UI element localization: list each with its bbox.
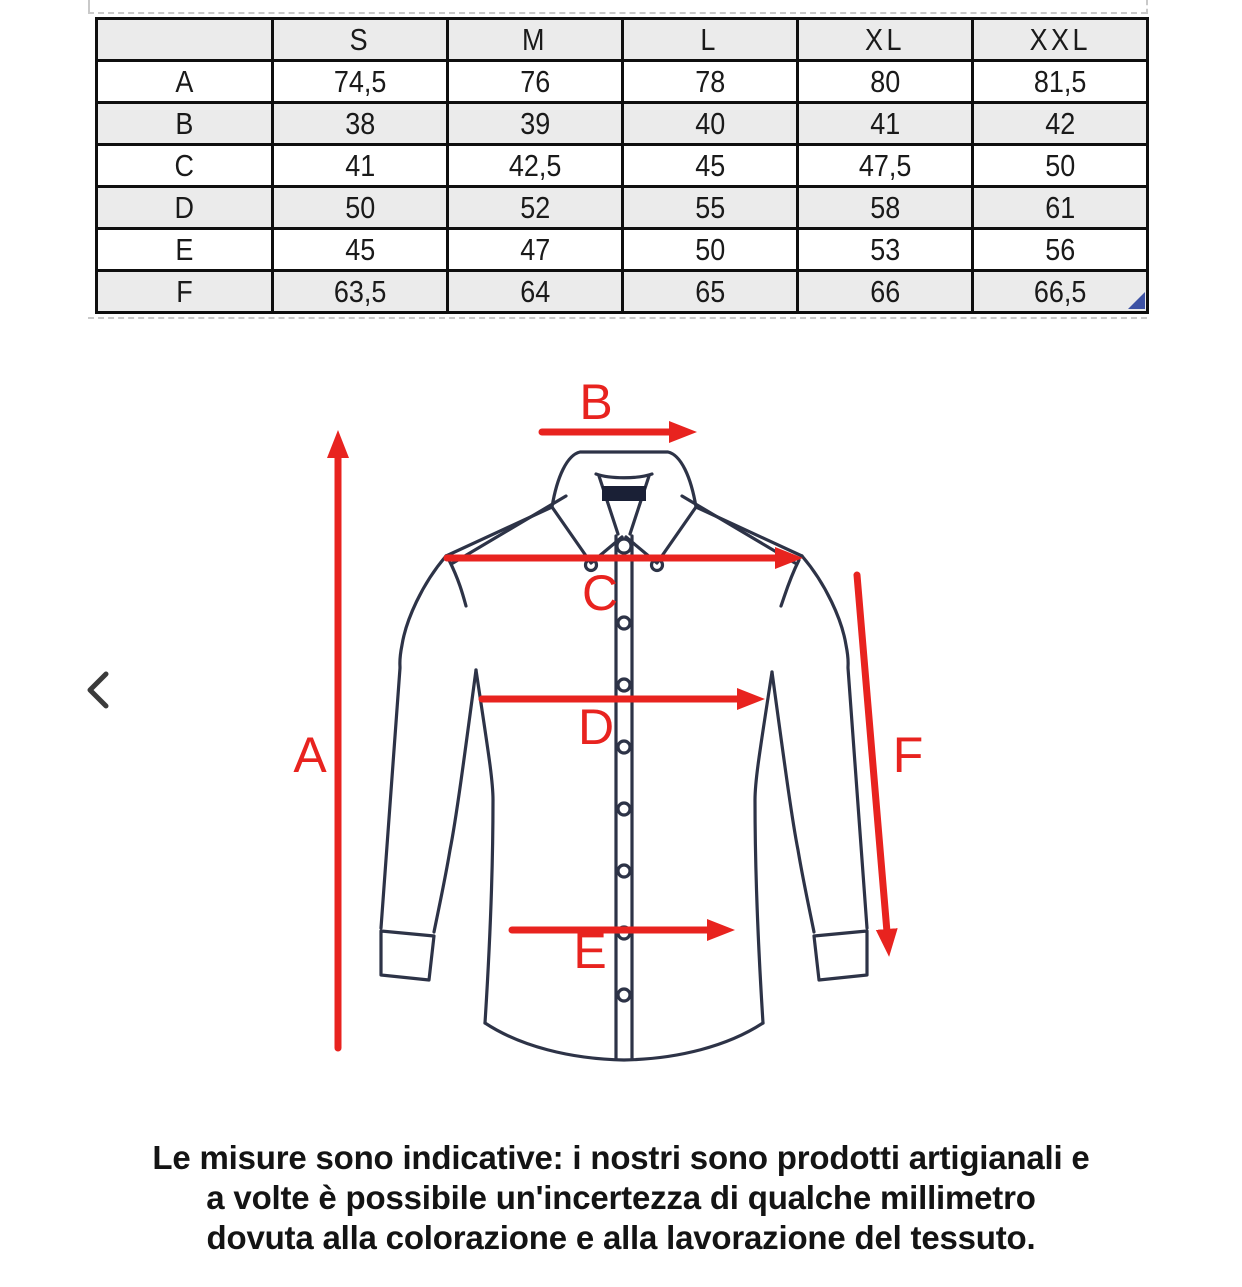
dashed-guide-bottom bbox=[88, 317, 1147, 319]
col-header-xxl: XXL bbox=[973, 19, 1148, 61]
size-cell: 39 bbox=[448, 103, 623, 145]
size-cell: 78 bbox=[623, 61, 798, 103]
row-label: B bbox=[97, 103, 273, 145]
row-label: A bbox=[97, 61, 273, 103]
size-cell: 47,5 bbox=[798, 145, 973, 187]
resize-handle-icon bbox=[1128, 292, 1145, 309]
table-row-e bbox=[97, 229, 1148, 271]
size-cell: 47 bbox=[448, 229, 623, 271]
table-row-f bbox=[97, 271, 1148, 313]
shirt-outline bbox=[381, 452, 867, 1060]
measure-label-c: C bbox=[581, 565, 619, 621]
col-header-xl: XL bbox=[798, 19, 973, 61]
measure-arrow-f bbox=[857, 575, 887, 932]
row-label: F bbox=[97, 271, 273, 313]
size-cell: 50 bbox=[623, 229, 798, 271]
dashed-guide-right bbox=[1146, 0, 1148, 14]
size-cell: 81,5 bbox=[973, 61, 1148, 103]
shirt-measurement-diagram bbox=[0, 380, 1242, 1110]
size-cell: 55 bbox=[623, 187, 798, 229]
size-cell: 63,5 bbox=[273, 271, 448, 313]
size-cell: 56 bbox=[973, 229, 1148, 271]
size-cell: 66 bbox=[798, 271, 973, 313]
size-cell: 40 bbox=[623, 103, 798, 145]
size-cell: 42,5 bbox=[448, 145, 623, 187]
dashed-guide-left bbox=[88, 0, 90, 12]
note-line-3: dovuta alla colorazione e alla lavorazione del tessuto. bbox=[206, 1219, 1036, 1256]
size-cell: 65 bbox=[623, 271, 798, 313]
table-row-a bbox=[97, 61, 1148, 103]
size-cell: 52 bbox=[448, 187, 623, 229]
size-cell: 50 bbox=[273, 187, 448, 229]
measure-label-f: F bbox=[892, 727, 924, 783]
table-row-b bbox=[97, 103, 1148, 145]
col-header-s: S bbox=[273, 19, 448, 61]
size-cell: 41 bbox=[273, 145, 448, 187]
size-cell: 58 bbox=[798, 187, 973, 229]
row-label: E bbox=[97, 229, 273, 271]
measure-label-b: B bbox=[579, 380, 613, 430]
col-header-l: L bbox=[623, 19, 798, 61]
size-cell: 42 bbox=[973, 103, 1148, 145]
size-cell: 45 bbox=[273, 229, 448, 271]
size-table bbox=[95, 17, 1149, 314]
dashed-guide-top bbox=[88, 12, 1147, 14]
measure-label-a: A bbox=[293, 727, 327, 783]
size-cell: 53 bbox=[798, 229, 973, 271]
row-label: D bbox=[97, 187, 273, 229]
size-cell: 66,5 bbox=[973, 271, 1148, 313]
size-cell: 45 bbox=[623, 145, 798, 187]
note-line-2: a volte è possibile un'incertezza di qualche millimetro bbox=[206, 1179, 1036, 1216]
size-cell: 50 bbox=[973, 145, 1148, 187]
col-header-m: M bbox=[448, 19, 623, 61]
size-cell: 64 bbox=[448, 271, 623, 313]
table-row-c bbox=[97, 145, 1148, 187]
size-cell: 61 bbox=[973, 187, 1148, 229]
size-cell: 74,5 bbox=[273, 61, 448, 103]
corner-cell bbox=[97, 19, 273, 61]
size-cell: 38 bbox=[273, 103, 448, 145]
table-row-d bbox=[97, 187, 1148, 229]
size-cell: 76 bbox=[448, 61, 623, 103]
size-table-header-row bbox=[97, 19, 1148, 61]
row-label: C bbox=[97, 145, 273, 187]
note-line-1: Le misure sono indicative: i nostri sono prodotti artigianali e bbox=[152, 1139, 1090, 1176]
measurement-note bbox=[0, 1138, 1242, 1258]
size-cell: 41 bbox=[798, 103, 973, 145]
measure-label-d: D bbox=[577, 699, 615, 755]
measure-label-e: E bbox=[573, 923, 607, 979]
size-cell: 80 bbox=[798, 61, 973, 103]
